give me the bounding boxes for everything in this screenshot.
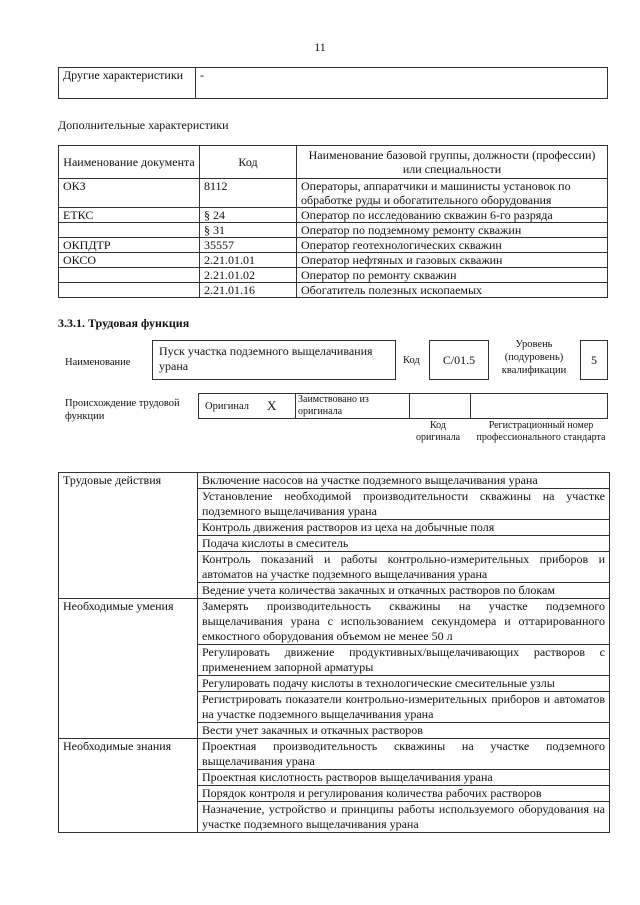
name-cell: Оператор геотехнологических скважин (297, 238, 608, 253)
table-row (59, 268, 608, 283)
original-cell (199, 394, 296, 418)
doc-cell (59, 268, 200, 283)
doc-cell (59, 223, 200, 238)
item-cell: Замерять производительность скважины на участке подземного выщелачивания урана с использованием секундомера и оттарированного емкостного оборудования объемом не менее 50 л (198, 599, 610, 645)
name-label: Наименование (65, 357, 131, 368)
origin-box (198, 393, 608, 419)
doc-cell (59, 283, 200, 298)
function-code-value: C/01.5 (429, 340, 489, 380)
original-mark: X (267, 398, 277, 413)
name-cell: Оператор по исследованию скважин 6-го разряда (297, 208, 608, 223)
item-cell: Регистрировать показатели контрольно-измерительных приборов и автоматов на участке подземного выщелачивания урана (198, 692, 610, 723)
item-cell: Контроль показаний и работы контрольно-измерительных приборов и автоматов на участке подземного выщелачивания урана (198, 552, 610, 583)
item-cell: Назначение, устройство и принципы работы используемого оборудования на участке подземного выщелачивания урана (198, 802, 610, 833)
table-row (59, 739, 610, 770)
table-row (59, 599, 610, 645)
header-name: Наименование базовой группы, должности (профессии) или специальности (297, 146, 608, 179)
function-name-value: Пуск участка подземного выщелачивания урана (152, 340, 396, 380)
other-characteristics-label: Другие характеристики (59, 68, 196, 99)
original-label: Оригинал (205, 401, 249, 412)
code-cell: § 31 (200, 223, 297, 238)
item-cell: Проектная кислотность растворов выщелачивания урана (198, 770, 610, 786)
level-label: Уровень (подуровень) квалификации (501, 339, 567, 376)
code-cell: § 24 (200, 208, 297, 223)
borrowed-label: Заимствовано из оригинала (298, 394, 369, 417)
item-cell: Включение насосов на участке подземного выщелачивания урана (198, 473, 610, 489)
header-document: Наименование документа (59, 146, 200, 179)
code-cell: 2.21.01.16 (200, 283, 297, 298)
code-cell: 2.21.01.01 (200, 253, 297, 268)
item-cell: Регулировать движение продуктивных/выщелачивающих растворов с применением запорной арматуры (198, 645, 610, 676)
code-cell: 35557 (200, 238, 297, 253)
doc-cell: ЕТКС (59, 208, 200, 223)
item-cell: Вести учет закачных и откачных растворов (198, 723, 610, 739)
name-cell: Оператор нефтяных и газовых скважин (297, 253, 608, 268)
level-value: 5 (580, 340, 608, 380)
item-cell: Порядок контроля и регулирования количества рабочих растворов (198, 786, 610, 802)
name-cell: Оператор по ремонту скважин (297, 268, 608, 283)
code-cell: 2.21.01.02 (200, 268, 297, 283)
item-cell: Установление необходимой производительности скважины на участке подземного выщелачивания урана (198, 489, 610, 520)
code-label: Код (403, 355, 420, 366)
table-row (59, 473, 610, 489)
name-cell: Операторы, аппаратчики и машинисты установок по обработке руды и обогатительного оборудования (297, 179, 608, 208)
page-number: 11 (314, 40, 326, 54)
item-cell: Контроль движения растворов из цеха на добычные поля (198, 520, 610, 536)
table-row (59, 179, 608, 208)
item-cell: Регулировать подачу кислоты в технологические смесительные узлы (198, 676, 610, 692)
doc-cell: ОКПДТР (59, 238, 200, 253)
table-row (59, 253, 608, 268)
additional-characteristics-table (58, 145, 608, 298)
code-cell: 8112 (200, 179, 297, 208)
labor-function-table (58, 472, 610, 833)
doc-cell: ОКЗ (59, 179, 200, 208)
name-cell: Оператор по подземному ремонту скважин (297, 223, 608, 238)
category-cell: Трудовые действия (59, 473, 198, 599)
other-characteristics-value: - (196, 68, 608, 99)
item-cell: Проектная производительность скважины на участке подземного выщелачивания урана (198, 739, 610, 770)
doc-cell: ОКСО (59, 253, 200, 268)
name-cell: Обогатитель полезных ископаемых (297, 283, 608, 298)
section-title: Дополнительные характеристики (58, 118, 229, 132)
reg-number-caption: Регистрационный номер профессионального стандарта (476, 420, 606, 443)
header-code: Код (200, 146, 297, 179)
other-characteristics-table (58, 67, 608, 99)
table-row (59, 283, 608, 298)
function-title: 3.3.1. Трудовая функция (58, 316, 190, 330)
table-row (59, 223, 608, 238)
category-cell: Необходимые знания (59, 739, 198, 833)
origin-label: Происхождение трудовой функции (65, 398, 180, 422)
item-cell: Подача кислоты в смеситель (198, 536, 610, 552)
table-row (59, 238, 608, 253)
item-cell: Ведение учета количества закачных и откачных растворов по блокам (198, 583, 610, 599)
code-original-cell (409, 394, 471, 418)
code-original-caption: Код оригинала (415, 420, 461, 443)
table-row (59, 208, 608, 223)
category-cell: Необходимые умения (59, 599, 198, 739)
